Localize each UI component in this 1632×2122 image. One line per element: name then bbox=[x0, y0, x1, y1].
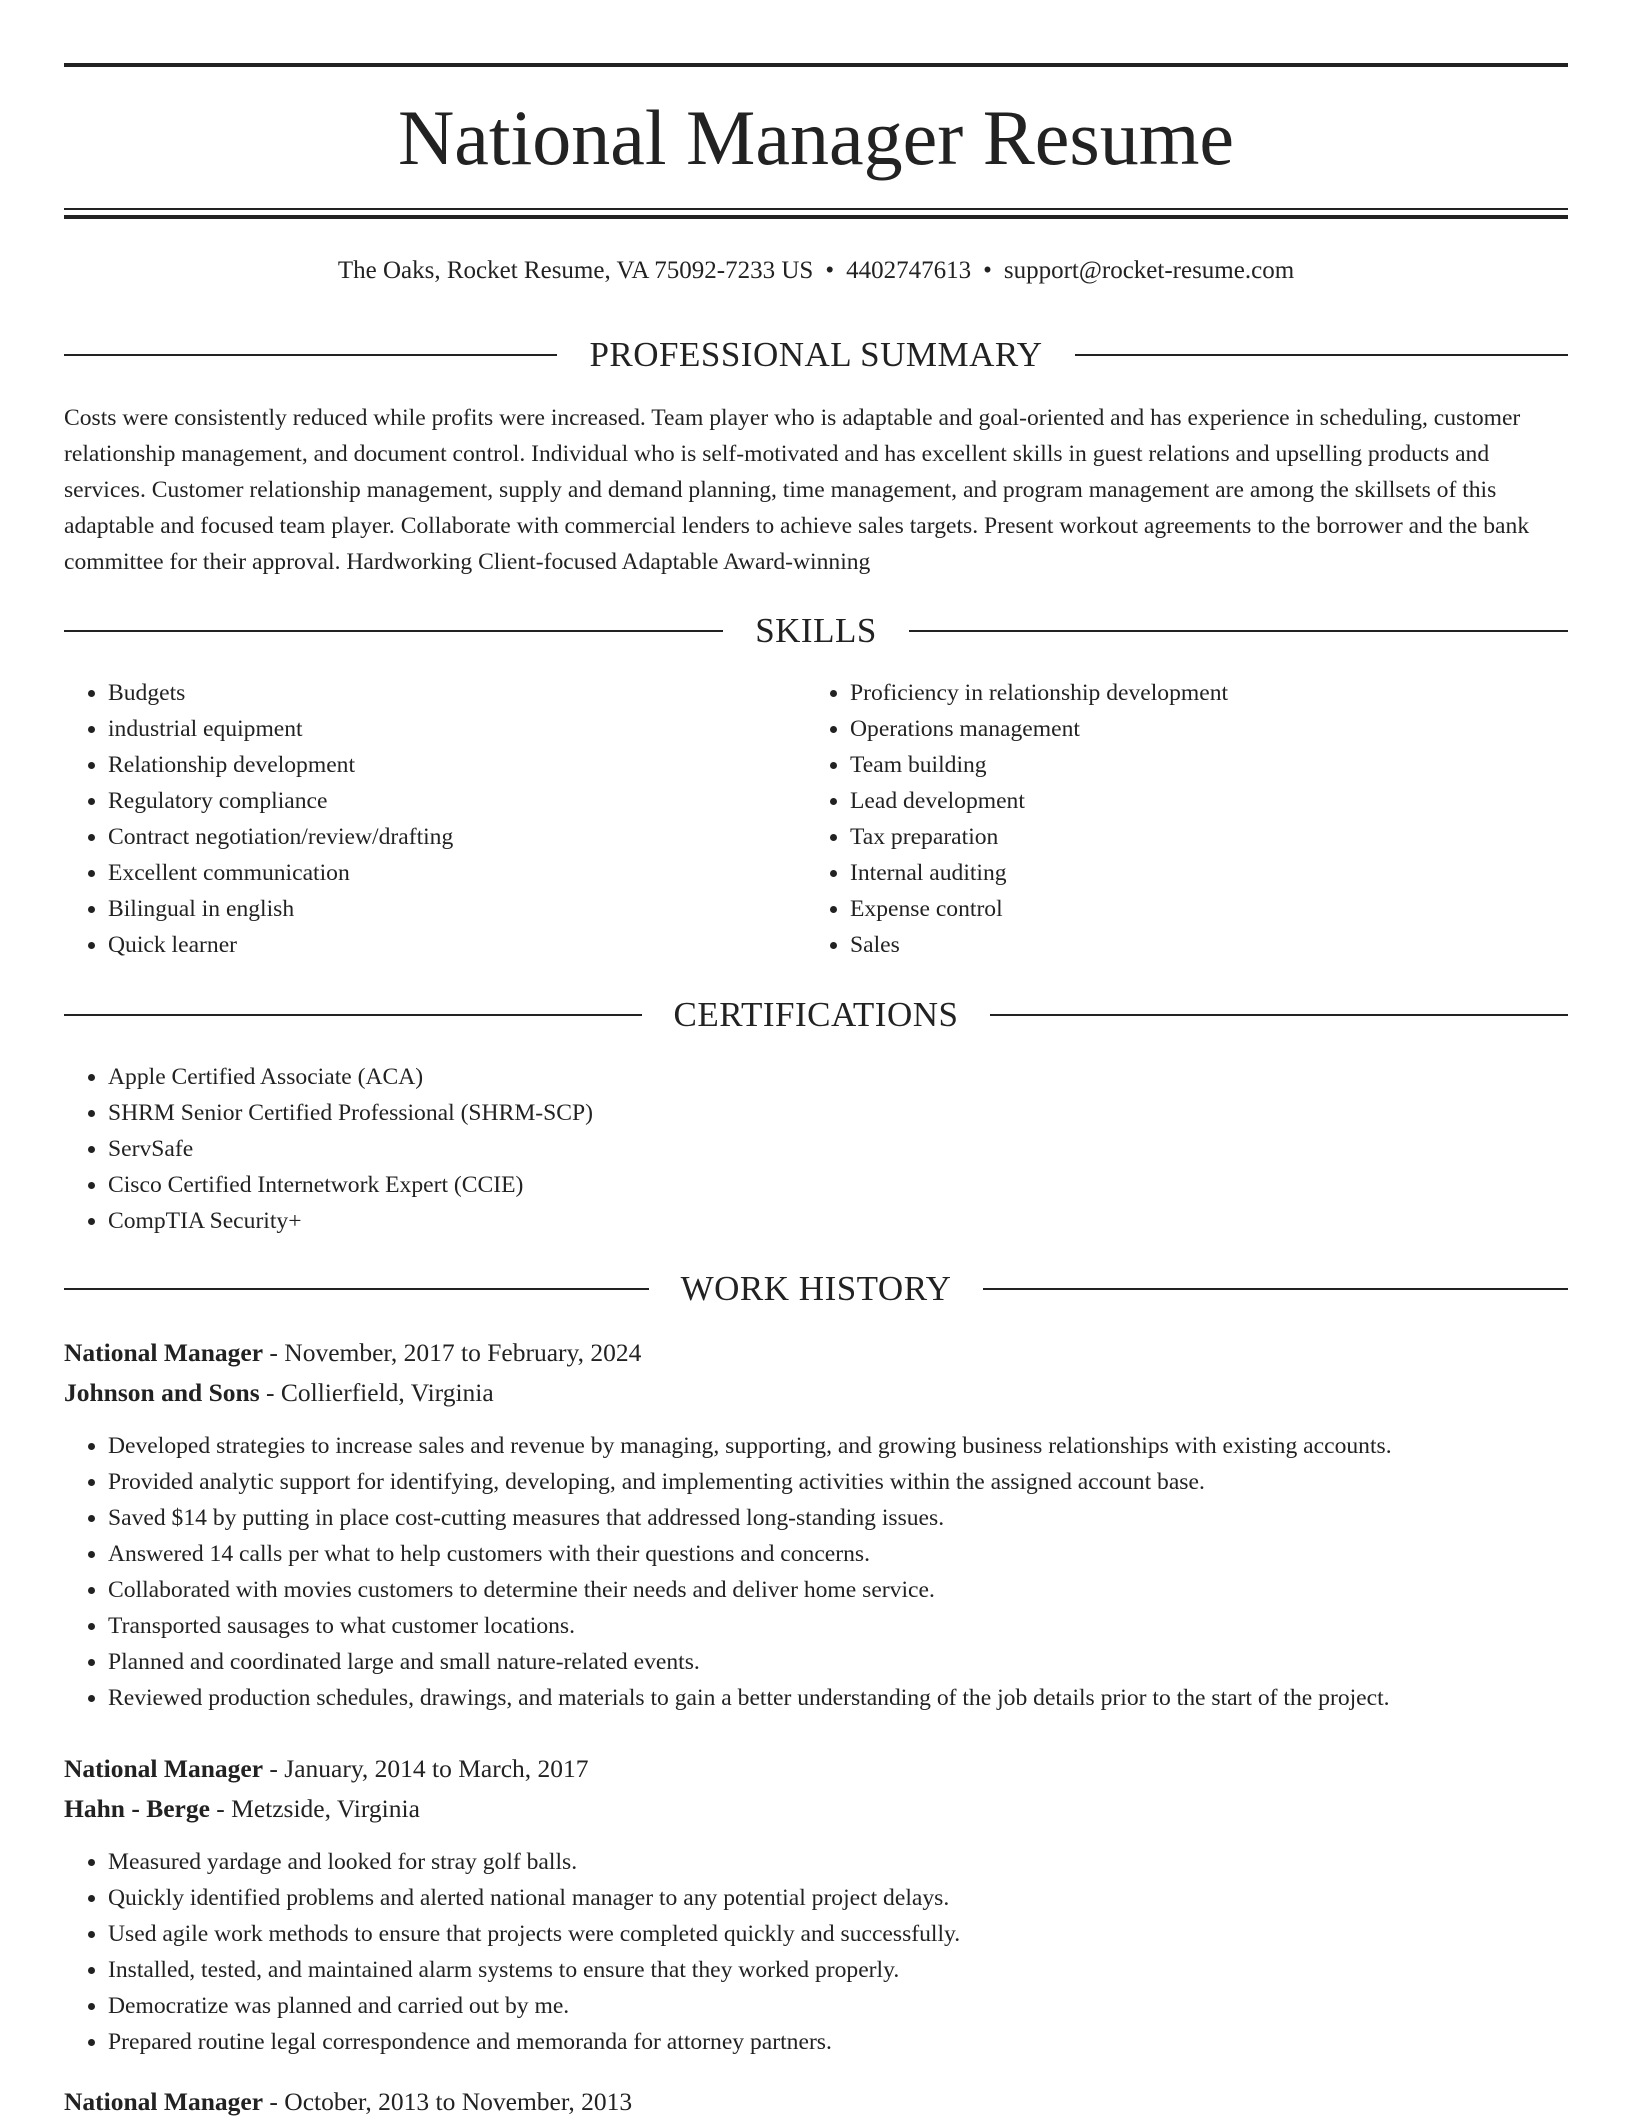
job-bullet: • Installed, tested, and maintained alarm systems to ensure that they worked properly. bbox=[108, 1952, 1612, 1988]
summary-heading: PROFESSIONAL SUMMARY bbox=[589, 335, 1043, 374]
skill-item: • Tax preparation bbox=[850, 819, 1550, 855]
certification-item: • CompTIA Security+ bbox=[108, 1203, 1508, 1239]
job-company: Johnson and Sons bbox=[64, 1378, 260, 1407]
job-title: National Manager bbox=[64, 1754, 264, 1783]
contact-separator: • bbox=[825, 257, 835, 284]
job-title-line bbox=[64, 1333, 1568, 1373]
job-bullet: • Saved $14 by putting in place cost-cutting measures that addressed long-standing issues. bbox=[108, 1500, 1612, 1536]
job-title: National Manager bbox=[64, 1338, 264, 1367]
top-rule bbox=[64, 63, 1568, 67]
job-title-line bbox=[64, 2082, 1568, 2122]
job-bullets bbox=[64, 1844, 1612, 2060]
section-heading-work-history bbox=[64, 1267, 1568, 1311]
heading-rule bbox=[909, 630, 1568, 632]
job-dates: - November, 2017 to February, 2024 bbox=[263, 1338, 642, 1367]
job-dates: - October, 2013 to November, 2013 bbox=[263, 2087, 633, 2116]
job-company-line bbox=[64, 1789, 1568, 1829]
skill-item: • Operations management bbox=[850, 711, 1550, 747]
skill-item: • Sales bbox=[850, 927, 1550, 963]
certification-item: • Cisco Certified Internetwork Expert (CCIE) bbox=[108, 1167, 1508, 1203]
contact-line bbox=[64, 254, 1568, 288]
skill-item: • Team building bbox=[850, 747, 1550, 783]
job-bullet: • Used agile work methods to ensure that projects were completed quickly and successfully. bbox=[108, 1916, 1612, 1952]
work-history-heading: WORK HISTORY bbox=[680, 1269, 952, 1308]
job-dates: - January, 2014 to March, 2017 bbox=[263, 1754, 589, 1783]
job-company-line bbox=[64, 1373, 1568, 1413]
job-company: Hahn - Berge bbox=[64, 1794, 210, 1823]
skill-item: • Bilingual in english bbox=[108, 891, 808, 927]
certification-item: • SHRM Senior Certified Professional (SHRM-SCP) bbox=[108, 1095, 1508, 1131]
certifications-list bbox=[64, 1059, 1508, 1239]
job-bullet: • Transported sausages to what customer locations. bbox=[108, 1608, 1612, 1644]
skill-item: • Contract negotiation/review/drafting bbox=[108, 819, 808, 855]
skill-item: • Regulatory compliance bbox=[108, 783, 808, 819]
section-heading-summary bbox=[64, 333, 1568, 377]
skills-list-left bbox=[64, 675, 808, 963]
heading-rule bbox=[1075, 354, 1568, 356]
job-bullet: • Collaborated with movies customers to determine their needs and deliver home service. bbox=[108, 1572, 1612, 1608]
skill-item: • Internal auditing bbox=[850, 855, 1550, 891]
skill-item: • industrial equipment bbox=[108, 711, 808, 747]
skill-item: • Proficiency in relationship development bbox=[850, 675, 1550, 711]
contact-address: The Oaks, Rocket Resume, VA 75092-7233 US bbox=[337, 257, 814, 284]
job-bullet: • Answered 14 calls per what to help customers with their questions and concerns. bbox=[108, 1536, 1612, 1572]
job-title: National Manager bbox=[64, 2087, 264, 2116]
job-bullet: • Measured yardage and looked for stray golf balls. bbox=[108, 1844, 1612, 1880]
skill-item: • Budgets bbox=[108, 675, 808, 711]
heading-rule bbox=[64, 630, 723, 632]
resume-title: National Manager Resume bbox=[397, 94, 1235, 181]
heading-rule bbox=[64, 1288, 649, 1290]
heading-rule bbox=[990, 1014, 1568, 1016]
certifications-heading: CERTIFICATIONS bbox=[673, 995, 959, 1034]
job-bullet: • Quickly identified problems and alerted national manager to any potential project delays. bbox=[108, 1880, 1612, 1916]
summary-text: Costs were consistently reduced while profits were increased. Team player who is adaptable and goal-oriented and has experience in scheduling, customer relationship management, and document control. Individual who is self-motivated and has excellent skills in guest relations and upselling products and services. Customer relationship management, supply and demand planning, time management, and program management are among the skillsets of this adaptable and focused team player. Collaborate with commercial lenders to achieve sales targets. Present workout agreements to the borrower and the bank committee for their approval. Hardworking Client-focused Adaptable Award-winning bbox=[64, 405, 1530, 575]
section-heading-skills bbox=[64, 609, 1568, 653]
job-location: - Collierfield, Virginia bbox=[259, 1378, 494, 1407]
job-bullets bbox=[64, 1428, 1612, 1716]
job-bullet: • Democratize was planned and carried out by me. bbox=[108, 1988, 1612, 2024]
job-bullet: • Developed strategies to increase sales and revenue by managing, supporting, and growing business relationships with existing accounts. bbox=[108, 1428, 1612, 1464]
title-rule-thin bbox=[64, 208, 1568, 210]
heading-rule bbox=[64, 354, 557, 356]
contact-separator: • bbox=[983, 257, 992, 284]
job-location: - Metzside, Virginia bbox=[209, 1794, 420, 1823]
skill-item: • Lead development bbox=[850, 783, 1550, 819]
heading-rule bbox=[64, 1014, 642, 1016]
certification-item: • Apple Certified Associate (ACA) bbox=[108, 1059, 1508, 1095]
job-bullet: • Prepared routine legal correspondence and memoranda for attorney partners. bbox=[108, 2024, 1612, 2060]
job-bullet: • Reviewed production schedules, drawings, and materials to gain a better understanding of the job details prior to the start of the project. bbox=[108, 1680, 1612, 1716]
skill-item: • Expense control bbox=[850, 891, 1550, 927]
skill-item: • Quick learner bbox=[108, 927, 808, 963]
title-rule-thick bbox=[64, 215, 1568, 219]
job-bullet: • Provided analytic support for identifying, developing, and implementing activities within the assigned account base. bbox=[108, 1464, 1612, 1500]
job-title-line bbox=[64, 1749, 1568, 1789]
contact-email: support@rocket-resume.com bbox=[1003, 257, 1295, 284]
skills-list-right bbox=[806, 675, 1550, 963]
section-heading-certifications bbox=[64, 993, 1568, 1037]
skills-heading: SKILLS bbox=[755, 611, 877, 650]
heading-rule bbox=[983, 1288, 1568, 1290]
certification-item: • ServSafe bbox=[108, 1131, 1508, 1167]
job-bullet: • Planned and coordinated large and small nature-related events. bbox=[108, 1644, 1612, 1680]
skill-item: • Excellent communication bbox=[108, 855, 808, 891]
skill-item: • Relationship development bbox=[108, 747, 808, 783]
contact-phone: 4402747613 bbox=[846, 257, 972, 284]
